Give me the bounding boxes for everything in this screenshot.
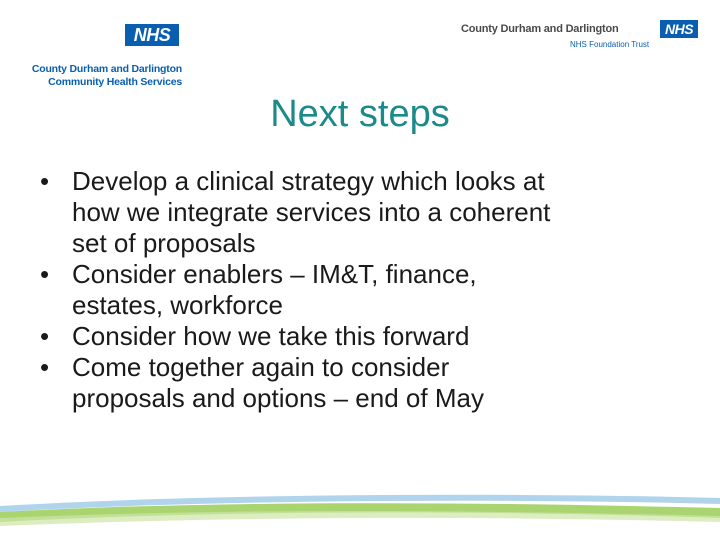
- bullet-line: how we integrate services into a coherent: [72, 197, 551, 227]
- logo-left-text: [22, 63, 182, 89]
- bullet-line: Develop a clinical strategy which looks at: [72, 166, 545, 196]
- bullet-item: [40, 259, 700, 321]
- community-health-services-logo: [22, 20, 192, 95]
- bullet-list: [40, 166, 700, 414]
- nhs-logo-badge: NHS: [125, 24, 179, 46]
- slide-title: [0, 92, 720, 136]
- slide-title-text: Next steps: [270, 93, 450, 135]
- logo-right-name: County Durham and Darlington: [461, 23, 619, 35]
- bullet-item: [40, 321, 700, 352]
- bullet-line: estates, workforce: [72, 290, 283, 320]
- bullet-line: Consider enablers – IM&T, finance,: [72, 259, 477, 289]
- bullet-line: set of proposals: [72, 228, 256, 258]
- bullet-dot: •: [40, 321, 50, 351]
- bullet-line: proposals and options – end of May: [72, 383, 484, 413]
- bullet-item: [40, 352, 700, 414]
- bullet-dot: •: [40, 259, 50, 289]
- bullet-dot: •: [40, 352, 50, 382]
- logo-right-trust: NHS Foundation Trust: [570, 40, 650, 49]
- bullet-dot: •: [40, 166, 50, 196]
- foundation-trust-logo: [455, 16, 700, 56]
- bullet-item: [40, 166, 700, 259]
- decorative-swoosh: [0, 488, 720, 528]
- logo-left-line1: County Durham and Darlington: [31, 63, 182, 75]
- bullet-line: Consider how we take this forward: [72, 321, 470, 351]
- logo-left-line2: Community Health Services: [48, 76, 182, 88]
- bullet-line: Come together again to consider: [72, 352, 450, 382]
- nhs-logo-badge-right: NHS: [660, 20, 698, 38]
